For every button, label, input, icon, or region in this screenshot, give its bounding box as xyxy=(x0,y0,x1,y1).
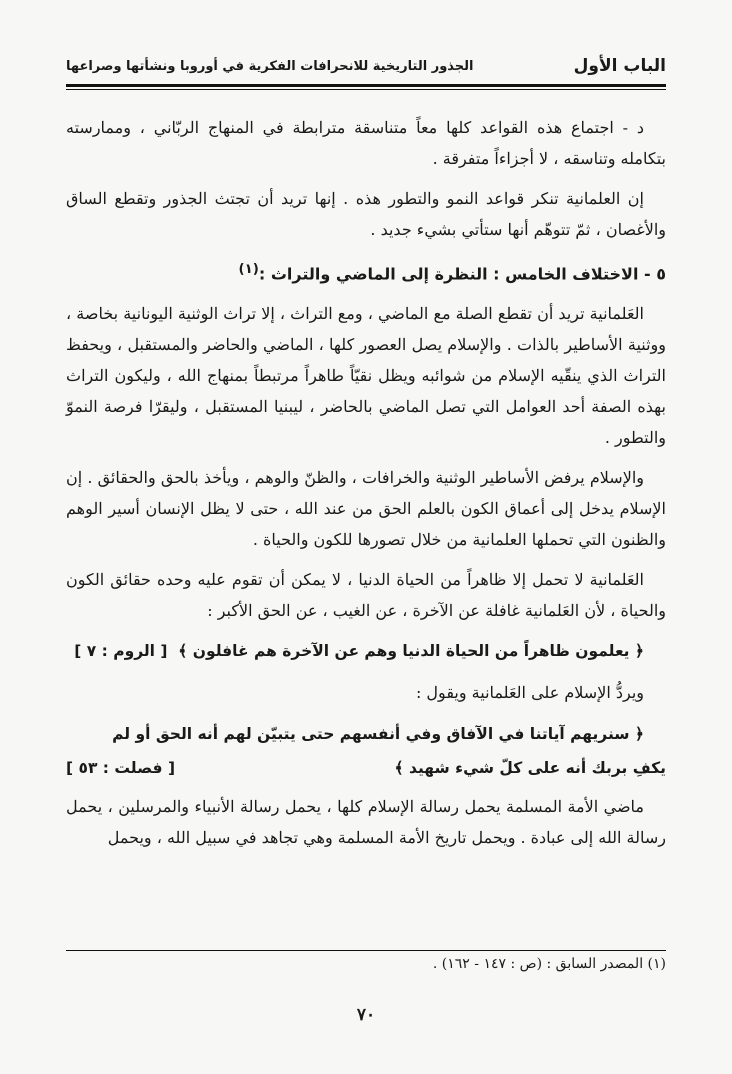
verse-line xyxy=(66,751,666,785)
paragraph: العَلمانية تريد أن تقطع الصلة مع الماضي ، ومع التراث ، إلا تراث الوثنية اليونانية بخاصة ، ووثنية الأساطير بالذات . والإسلام يصل العصور كلها ، الماضي والحاضر والمستقبل ، ويحفظ التراث الذي ينقّيه الإسلام من شوائبه ويظل نقيّاً طاهراً مرتبطاً بمنهاج الله ، وليكون التراث بهذه الصفة أحد العوامل التي تصل الماضي بالحاضر ، ليبنيا المستقبل ، وليقرّا فرصة النموّ والتطور . xyxy=(66,304,666,448)
verse-reference: [ الروم : ٧ ] xyxy=(74,642,168,661)
paragraph: ماضي الأمة المسلمة يحمل رسالة الإسلام كلها ، يحمل رسالة الأنبياء والمرسلين ، يحمل رسالة الله إلى عبادة . ويحمل تاريخ الأمة المسلمة وهي تجاهد في سبيل الله ، ويحمل xyxy=(66,797,666,848)
verse-reference: [ فصلت : ٥٣ ] xyxy=(66,759,176,778)
running-title: الجذور التاريخية للانحرافات الفكرية في أوروبا ونشأتها وصراعها xyxy=(66,58,474,74)
section-heading-text: ٥ - الاختلاف الخامس : النظرة إلى الماضي والتراث : xyxy=(258,264,666,284)
footnote-marker: (١) xyxy=(238,262,259,277)
quran-verse-block xyxy=(66,717,666,785)
paragraph: إن العلمانية تنكر قواعد النمو والتطور هذه . إنها تريد أن تجتث الجذور وتقطع الساق والأغصان ، ثمّ تتوهّم أنها ستأتي بشيء جديد . xyxy=(66,189,666,239)
verse-text: ﴿ يعلمون ظاهراً من الحياة الدنيا وهم عن الآخرة هم غافلون ﴾ xyxy=(178,642,644,661)
body-text xyxy=(66,112,666,862)
page-header xyxy=(66,52,666,80)
verse-line: ﴿ سنريهم آياتنا في الآفاق وفي أنفسهم حتى يتبيّن لهم أنه الحق أو لم xyxy=(112,725,644,744)
paragraph: د - اجتماع هذه القواعد كلها معاً متناسقة مترابطة في المنهاج الربّاني ، وممارسته بتكامله وتناسقه ، لا أجزاءاً متفرقة . xyxy=(66,118,666,168)
footnote-rule xyxy=(66,950,666,951)
chapter-title: الباب الأول xyxy=(573,56,666,76)
page-number: ٧٠ xyxy=(356,1005,376,1025)
header-rule-thin xyxy=(66,89,666,90)
quran-verse xyxy=(66,635,666,668)
paragraph: العَلمانية لا تحمل إلا ظاهراً من الحياة الدنيا ، لا يمكن أن تقوم عليه وحده حقائق الكون والحياة ، لأن العَلمانية غافلة عن الآخرة ، عن الغيب ، عن الحق الأكبر : xyxy=(66,570,666,621)
section-heading xyxy=(66,254,666,289)
paragraph: والإسلام يرفض الأساطير الوثنية والخرافات ، والظنّ والوهم ، ويأخذ بالحق والحقائق . إن الإسلام يدخل إلى أعماق الكون بالعلم الحق من عند الله ، حتى لا يظل الإنسان أسير الوهم والظنون التي تحملها العلمانية من خلال تصورها للكون والحياة . xyxy=(66,468,666,550)
header-rule-thick xyxy=(66,84,666,87)
paragraph: ويردُّ الإسلام على العَلمانية ويقول : xyxy=(415,683,644,703)
footnote: (١) المصدر السابق : (ص : ١٤٧ - ١٦٢) . xyxy=(432,956,666,972)
verse-text: يكفِ بربك أنه على كلّ شيء شهيد ﴾ xyxy=(394,759,666,778)
